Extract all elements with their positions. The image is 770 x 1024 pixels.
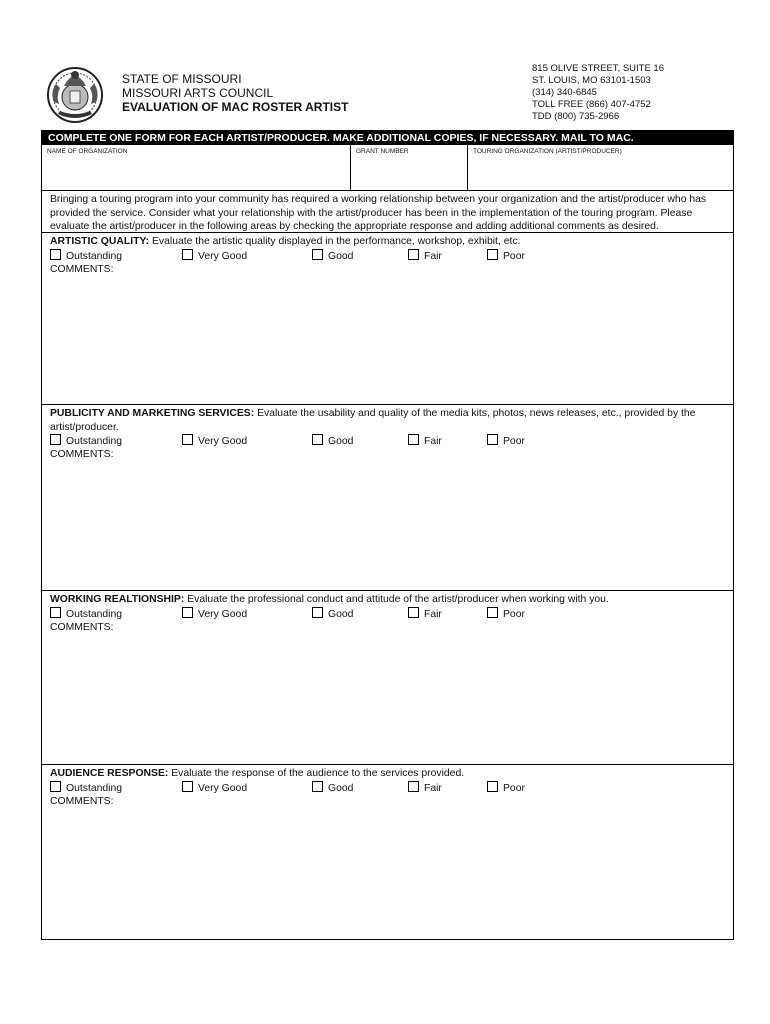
rating-outstanding[interactable] [50,249,122,264]
grant-number-input[interactable] [355,159,463,186]
section-text: Evaluate the professional conduct and attitude of the artist/producer when working with you. [187,594,609,605]
organization-input[interactable] [46,159,346,186]
checkbox[interactable] [182,781,193,792]
section-prompt [50,407,725,434]
comments-label: COMMENTS: [50,795,114,807]
rating-label: Outstanding [66,436,123,447]
rating-fair[interactable] [408,607,442,622]
comments-input[interactable] [50,462,729,591]
rating-fair[interactable] [408,781,442,796]
comments-label: COMMENTS: [50,263,114,275]
rating-very-good[interactable] [182,249,247,264]
section-publicity-marketing [42,405,733,591]
section-text: Evaluate the response of the audience to the services provided. [171,768,465,779]
section-working-relationship [42,591,733,765]
rating-label: Poor [503,436,525,447]
rating-options [50,434,725,448]
rating-options [50,781,725,795]
rating-options [50,607,725,621]
rating-options [50,249,725,263]
rating-very-good[interactable] [182,607,247,622]
rating-label: Good [328,436,354,447]
rating-label: Good [328,250,354,262]
checkbox[interactable] [312,434,323,445]
checkbox[interactable] [182,607,193,618]
section-artistic-quality [42,233,733,405]
rating-label: Poor [503,250,525,262]
rating-very-good[interactable] [182,434,247,449]
checkbox[interactable] [50,249,61,260]
section-prompt [50,235,725,249]
rating-label: Poor [503,608,525,620]
touring-organization-label: TOURING ORGANIZATION (ARTIST/PRODUCER) [473,148,622,155]
rating-very-good[interactable] [182,781,247,796]
rating-label: Very Good [198,782,248,794]
rating-poor[interactable] [487,434,525,449]
header-fields-row [42,145,733,191]
rating-good[interactable] [312,607,353,622]
comments-label: COMMENTS: [50,449,114,460]
rating-poor[interactable] [487,607,525,622]
rating-label: Very Good [198,250,248,262]
section-heading: PUBLICITY AND MARKETING SERVICES: [50,408,255,419]
rating-label: Good [328,608,354,620]
address-tdd: TDD (800) 735-2966 [532,111,620,122]
rating-label: Outstanding [66,608,123,620]
checkbox[interactable] [408,434,419,445]
rating-good[interactable] [312,434,353,449]
checkbox[interactable] [487,249,498,260]
intro-paragraph: Bringing a touring program into your community has required a working relationship between your organization and the artist/producer who has provided the service. Consider what your relationship with the artist/producer has been in the implementation of the touring program. Please evaluate the artist/producer in the following areas by checking the appropriate response and adding additional comments as desired. [42,191,733,233]
rating-label: Fair [424,782,442,794]
comments-input[interactable] [50,634,729,763]
rating-poor[interactable] [487,249,525,264]
checkbox[interactable] [408,781,419,792]
checkbox[interactable] [487,607,498,618]
checkbox[interactable] [487,434,498,445]
checkbox[interactable] [50,607,61,618]
council-name: MISSOURI ARTS COUNCIL [122,86,274,100]
comments-input[interactable] [50,276,729,405]
rating-fair[interactable] [408,434,442,449]
state-seal-icon [44,62,106,124]
form-title: EVALUATION OF MAC ROSTER ARTIST [122,100,349,114]
rating-label: Fair [424,250,442,262]
address-city: ST. LOUIS, MO 63101-1503 [532,75,651,86]
rating-label: Good [328,782,354,794]
rating-outstanding[interactable] [50,781,122,796]
address-phone: (314) 340-6845 [532,87,597,98]
rating-good[interactable] [312,249,353,264]
form-title-block [122,72,348,114]
rating-poor[interactable] [487,781,525,796]
organization-label: NAME OF ORGANIZATION [47,148,128,155]
address-toll-free: TOLL FREE (866) 407-4752 [532,99,651,110]
checkbox[interactable] [312,781,323,792]
comments-label: COMMENTS: [50,621,114,633]
checkbox[interactable] [182,434,193,445]
section-audience-response [42,765,733,939]
grant-number-cell [351,145,468,190]
checkbox[interactable] [50,434,61,445]
section-heading: WORKING REALTIONSHIP: [50,594,185,605]
comments-input[interactable] [50,808,729,937]
rating-label: Fair [424,436,442,447]
organization-cell [42,145,351,190]
rating-good[interactable] [312,781,353,796]
touring-organization-cell [468,145,733,190]
checkbox[interactable] [408,249,419,260]
checkbox[interactable] [312,607,323,618]
rating-label: Outstanding [66,250,123,262]
rating-outstanding[interactable] [50,607,122,622]
rating-label: Very Good [198,608,248,620]
section-prompt [50,593,725,607]
rating-label: Outstanding [66,782,123,794]
section-heading: ARTISTIC QUALITY: [50,236,150,247]
state-name: STATE OF MISSOURI [122,72,242,86]
section-prompt [50,767,725,781]
checkbox[interactable] [50,781,61,792]
section-text: Evaluate the usability and quality of the media kits, photos, news releases, etc., provided by the artist/producer. [50,408,696,433]
address-street: 815 OLIVE STREET, SUITE 16 [532,63,664,74]
checkbox[interactable] [312,249,323,260]
rating-outstanding[interactable] [50,434,122,449]
rating-label: Very Good [198,436,248,447]
section-text: Evaluate the artistic quality displayed in the performance, workshop, exhibit, etc. [151,236,521,247]
checkbox[interactable] [182,249,193,260]
checkbox[interactable] [487,781,498,792]
rating-label: Poor [503,782,525,794]
grant-number-label: GRANT NUMBER [356,148,409,155]
section-heading: AUDIENCE RESPONSE: [50,768,169,779]
checkbox[interactable] [408,607,419,618]
rating-fair[interactable] [408,249,442,264]
evaluation-form [41,130,734,940]
rating-label: Fair [424,608,442,620]
touring-organization-input[interactable] [472,159,729,186]
instructions-banner: COMPLETE ONE FORM FOR EACH ARTIST/PRODUCER. MAKE ADDITIONAL COPIES, IF NECESSARY. MAIL TO MAC. [42,131,733,145]
council-address [532,63,664,123]
